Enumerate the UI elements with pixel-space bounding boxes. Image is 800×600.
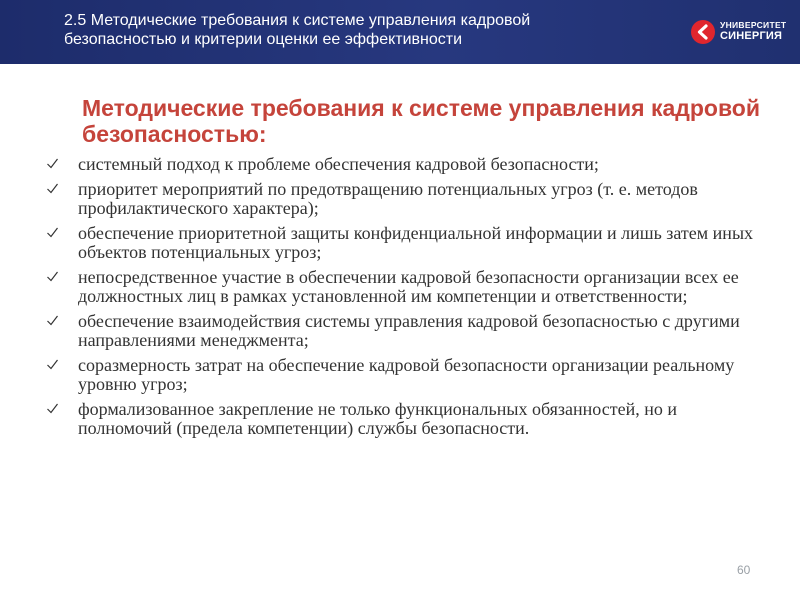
page-number: 60 [737, 563, 751, 577]
list-item [46, 268, 766, 306]
check-bullet-icon [46, 157, 59, 170]
requirements-list [46, 155, 766, 444]
list-item-text: соразмерность затрат на обеспечение кадровой безопасности организации реальному уровню угроз; [78, 355, 735, 394]
logo-line1: УНИВЕРСИТЕТ [720, 20, 787, 30]
header-title: 2.5 Методические требования к системе управления кадровой безопасностью и критерии оценки ее эффективности [64, 12, 531, 48]
list-item-text: обеспечение приоритетной защиты конфиденциальной информации и лишь затем иных объектов потенциальных угроз; [78, 223, 754, 262]
section-heading: Методические требования к системе управления кадровой безопасностью: [82, 95, 760, 147]
list-item [46, 356, 766, 394]
check-bullet-icon [46, 314, 59, 327]
synergy-logo [690, 18, 790, 48]
list-item-text: обеспечение взаимодействия системы управления кадровой безопасностью с другими направлениями менеджмента; [78, 311, 740, 350]
list-item-text: непосредственное участие в обеспечении кадровой безопасности организации всех ее должностных лиц в рамках установленной им компетенции и ответственности; [78, 267, 739, 306]
list-item-text: приоритет мероприятий по предотвращению потенциальных угроз (т. е. методов профилактического характера); [78, 179, 698, 218]
list-item [46, 224, 766, 262]
check-bullet-icon [46, 226, 59, 239]
list-item-text: системный подход к проблеме обеспечения кадровой безопасности; [78, 154, 599, 174]
list-item [46, 180, 766, 218]
check-bullet-icon [46, 270, 59, 283]
check-bullet-icon [46, 402, 59, 415]
list-item-text: формализованное закрепление не только функциональных обязанностей, но и полномочий (предела компетенции) службы безопасности. [78, 399, 677, 438]
list-item [46, 312, 766, 350]
check-bullet-icon [46, 182, 59, 195]
header-bar [0, 0, 800, 64]
list-item [46, 400, 766, 438]
check-bullet-icon [46, 358, 59, 371]
logo-line2: СИНЕРГИЯ [720, 30, 783, 42]
list-item [46, 155, 766, 174]
logo-text [720, 20, 786, 42]
synergy-logo-icon [690, 19, 716, 45]
